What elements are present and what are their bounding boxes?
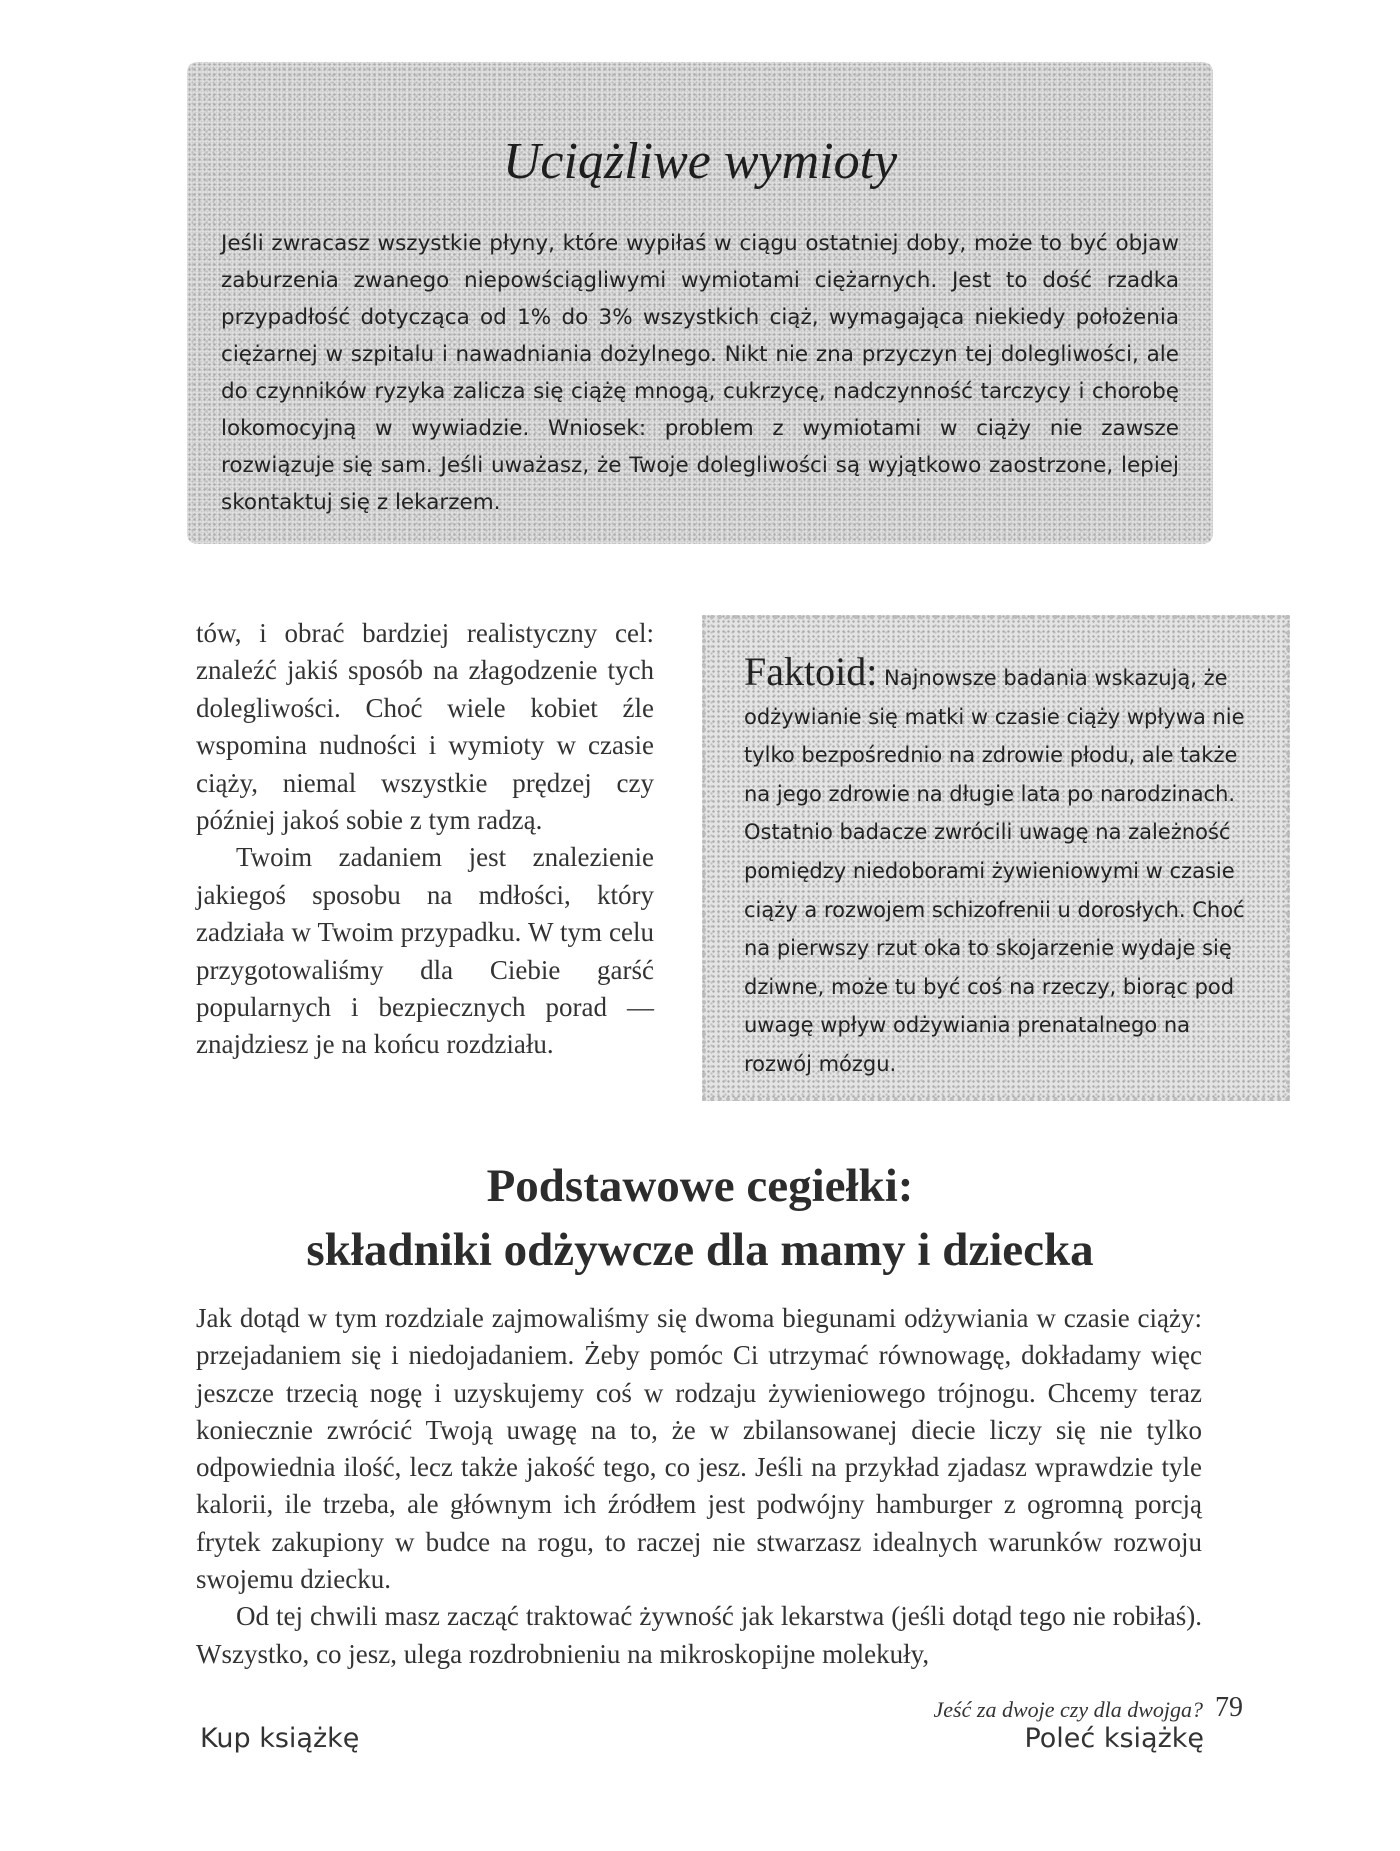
faktoid-label: Faktoid: [744,649,878,694]
sidebar-box-title: Uciążliwe wymioty [502,133,898,190]
section-heading-line-2: składniki odżywcze dla mamy i dziecka [306,1224,1094,1276]
buy-book-link[interactable]: Kup książkę [200,1723,360,1754]
recommend-book-link[interactable]: Poleć książkę [1024,1723,1204,1754]
left-column-paragraph: tów, i obrać bardziej realistyczny cel: znaleźć jakiś sposób na złagodzenie tych dolegliwości. Choć wiele kobiet źle wspomina nudności i wymioty w czasie ciąży, niemal wszystkie prędzej czy później jakoś sobie z tym radzą. [196,618,654,836]
section-heading [150,1154,1250,1282]
body-paragraph: Od tej chwili masz zacząć traktować żywność jak lekarstwa (jeśli dotąd tego nie robiłaś). Wszystko, co jesz, ulega rozdrobnieniu na mikroskopijne molekuły, [196,1601,1202,1669]
faktoid-box [702,615,1290,1101]
body-paragraph: Jak dotąd w tym rozdziale zajmowaliśmy się dwoma biegunami odżywiania w czasie ciąży: przejadaniem się i niedojadaniem. Żeby pomóc Ci utrzymać równowagę, dokładamy więc jeszcze trzecią nogę i uzyskujemy coś w rodzaju żywieniowego trójnogu. Chcemy teraz koniecznie zwrócić Twoją uwagę na to, że w zbilansowanej diecie liczy się nie tylko odpowiednia ilość, lecz także jakość tego, co jesz. Jeśli na przykład zjadasz wprawdzie tyle kalorii, ile trzeba, ale głównym ich źródłem jest podwójny hamburger z ogromną porcją frytek zakupiony w budce na rogu, to raczej nie stwarzasz idealnych warunków rozwoju swojemu dziecku. [196,1303,1202,1595]
left-column-paragraph: Twoim zadaniem jest znalezienie jakiegoś sposobu na mdłości, który zadziała w Twoim przypadku. W tym celu przygotowaliśmy dla Ciebie garść popularnych i bezpiecznych porad — znajdziesz je na końcu rozdziału. [196,842,654,1060]
sidebar-box-severe-vomiting [187,62,1213,544]
faktoid-text: Najnowsze badania wskazują, że odżywianie się matki w czasie ciąży wpływa nie tylko bezpośrednio na zdrowie płodu, ale także na jego zdrowie na długie lata po narodzinach. Ostatnio badacze zwrócili uwagę na zależność pomiędzy niedoborami żywieniowymi w czasie ciąży a rozwojem schizofrenii u dorosłych. Choć na pierwszy rzut oka to skojarzenie wydaje się dziwne, może tu być coś na rzeczy, biorąc pod uwagę wpływ odżywiania prenatalnego na rozwój mózgu. [744,666,1245,1076]
running-head: Jeść za dwoje czy dla dwojga? [933,1697,1203,1722]
left-column-text [196,615,654,1064]
page-number: 79 [1215,1692,1243,1723]
section-heading-line-1: Podstawowe cegiełki: [486,1160,914,1212]
sidebar-box-body: Jeśli zwracasz wszystkie płyny, które wypiłaś w ciągu ostatniej doby, może to być objaw zaburzenia zwanego niepowściągliwymi wymiotami ciężarnych. Jest to dość rzadka przypadłość dotycząca od 1% do 3% wszystkich ciąż, wymagająca niekiedy położenia ciężarnej w szpitalu i nawadniania dożylnego. Nikt nie zna przyczyn tej dolegliwości, ale do czynników ryzyka zalicza się ciążę mnogą, cukrzycę, nadczynność tarczycy i chorobę lokomocyjną w wywiadzie. Wniosek: problem z wymiotami w ciąży nie zawsze rozwiązuje się sam. Jeśli uważasz, że Twoje dolegliwości są wyjątkowo zaostrzone, lepiej skontaktuj się z lekarzem. [221,231,1179,515]
main-body-text [196,1300,1202,1673]
faktoid-content [744,649,1262,1084]
